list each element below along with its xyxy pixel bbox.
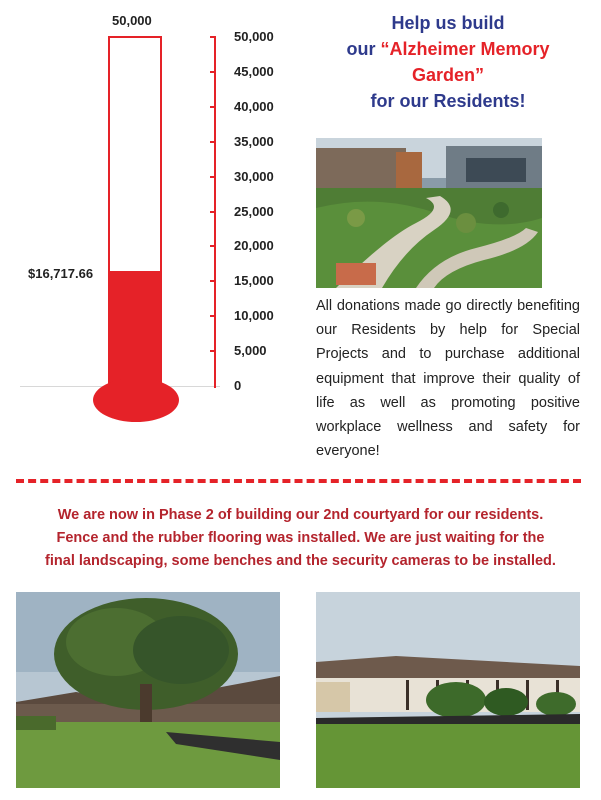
scale-tick-label: 15,000: [234, 273, 274, 289]
scale-tick-label: 0: [234, 378, 242, 393]
current-amount-label: $16,717.66: [28, 266, 94, 282]
scale-tick: [210, 280, 216, 282]
headline-line4: for our Residents!: [370, 91, 526, 111]
scale-tick-label: 5,000: [234, 343, 267, 359]
memory-garden-photo: [316, 138, 542, 288]
scale-tick-label: 45,000: [234, 63, 274, 79]
headline-line3: Garden”: [411, 65, 485, 85]
scale-tick: [210, 106, 216, 108]
scale-tick: [210, 245, 216, 247]
goal-label: 50,000: [112, 13, 152, 28]
scale-tick-label: 10,000: [234, 308, 274, 324]
headline: [318, 10, 578, 114]
donation-description: All donations made go directly benefiting our Residents by help for Special Projects and to purchase additional equipment that improve their quality of life as well as promoting positive workplace wellness and safety for everyone!: [316, 298, 580, 460]
scale-tick: [210, 350, 216, 352]
scale-tick-label: 35,000: [234, 133, 274, 149]
donation-thermometer: [0, 0, 300, 440]
scale-tick-label: 20,000: [234, 238, 274, 254]
phase-line2: Fence and the rubber flooring was installed. We are just waiting for the: [56, 530, 545, 546]
scale-tick: [210, 211, 216, 213]
phase-line1: We are now in Phase 2 of building our 2nd courtyard for our residents.: [57, 507, 544, 523]
scale-tick: [210, 141, 216, 143]
thermometer-fill: [110, 271, 160, 388]
scale-tick: [210, 176, 216, 178]
scale-tick-label: 30,000: [234, 168, 274, 184]
scale-tick: [210, 71, 216, 73]
courtyard-tree-photo: [16, 592, 280, 788]
section-divider: [16, 479, 581, 483]
scale-tick-label: 25,000: [234, 203, 274, 219]
headline-line1: Help us build: [391, 13, 505, 33]
headline-line2-prefix: our: [346, 39, 381, 59]
phase-update: [10, 504, 591, 573]
phase-line3: final landscaping, some benches and the security cameras to be installed.: [45, 553, 556, 569]
thermometer-tube: [108, 36, 162, 388]
scale-tick: [210, 315, 216, 317]
scale-tick: [210, 36, 216, 38]
headline-line2: [318, 36, 578, 62]
scale-tick-label: 50,000: [234, 29, 274, 44]
scale-axis: [214, 37, 216, 388]
headline-garden-name: “Alzheimer Memory: [380, 39, 550, 59]
thermometer-bulb: [93, 378, 179, 422]
scale-tick-label: 40,000: [234, 98, 274, 114]
courtyard-building-photo: [316, 592, 580, 788]
